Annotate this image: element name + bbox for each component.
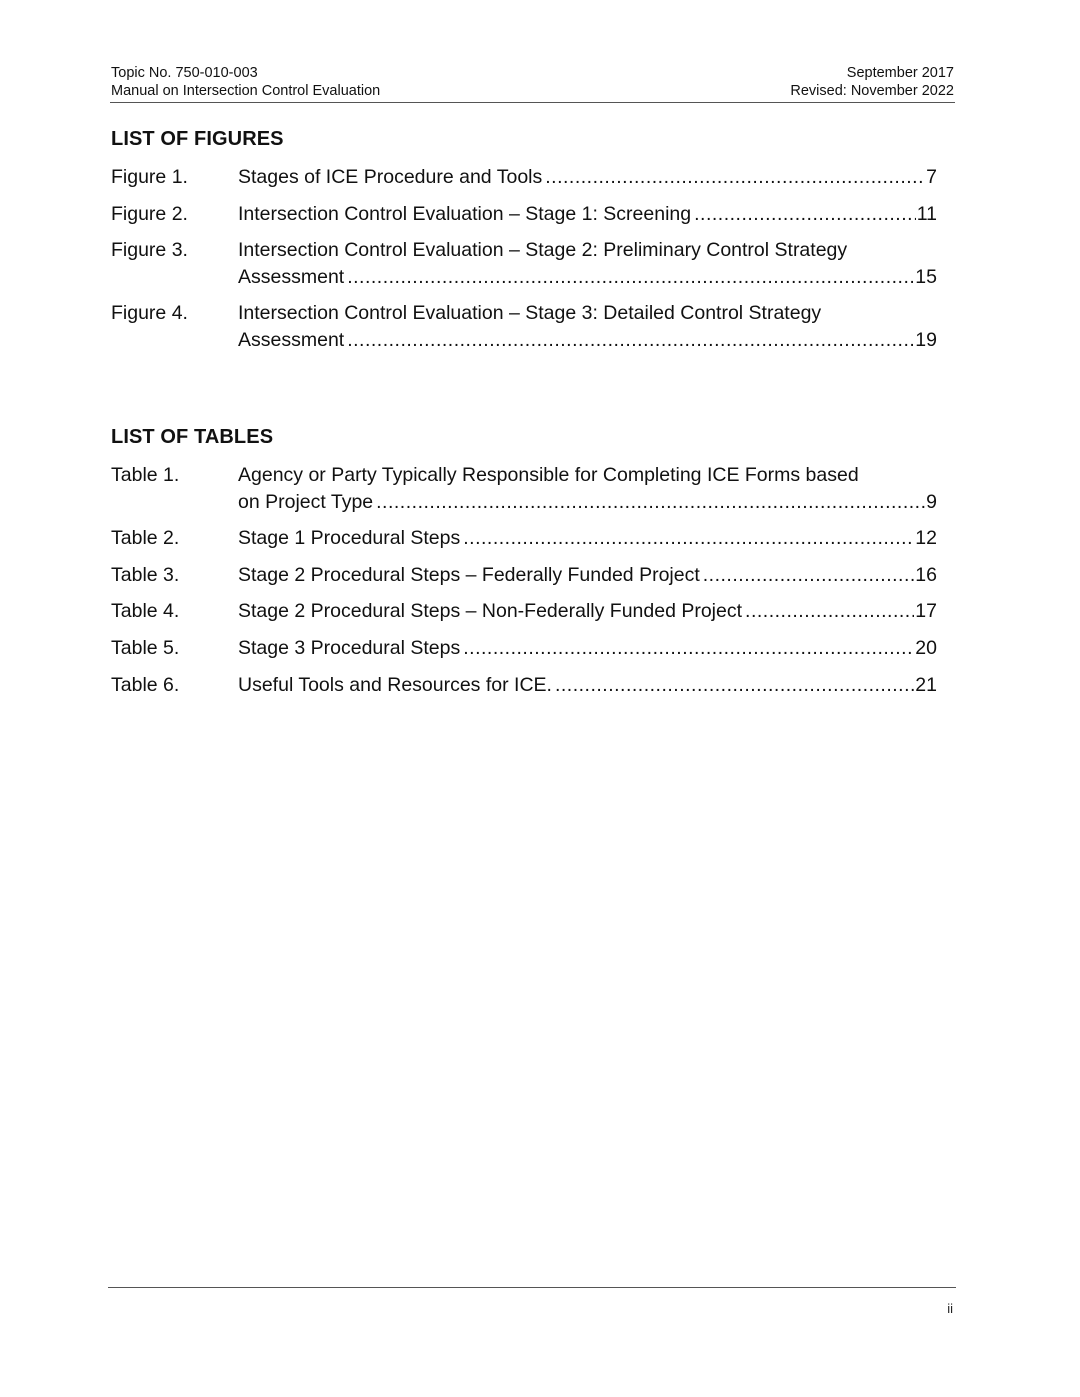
dot-leader bbox=[463, 525, 914, 552]
entry-line bbox=[238, 489, 937, 516]
entry-page-number: 7 bbox=[926, 166, 937, 188]
footer-divider bbox=[108, 1287, 956, 1288]
header-manual-title: Manual on Intersection Control Evaluation bbox=[111, 83, 381, 99]
entry-body bbox=[238, 164, 937, 191]
entry-page-number: 11 bbox=[916, 203, 937, 225]
entry-page-number: 9 bbox=[926, 490, 937, 513]
entry-title: Intersection Control Evaluation – Stage 2: Preliminary Control Strategy bbox=[238, 239, 848, 261]
table-entry[interactable] bbox=[111, 462, 937, 515]
list-of-tables-heading: LIST OF TABLES bbox=[111, 426, 274, 448]
entry-body bbox=[238, 672, 937, 699]
entry-label: Table 6. bbox=[111, 674, 180, 696]
entry-line bbox=[238, 462, 937, 489]
entry-title-continued: Assessment bbox=[238, 328, 345, 351]
entry-title: Stage 3 Procedural Steps bbox=[238, 637, 461, 659]
table-entry[interactable] bbox=[111, 562, 937, 589]
entry-label: Table 4. bbox=[111, 600, 180, 622]
header-revised: Revised: November 2022 bbox=[790, 83, 954, 99]
entry-line bbox=[238, 327, 937, 354]
entry-title: Agency or Party Typically Responsible for Completing ICE Forms based bbox=[238, 464, 859, 486]
entry-label: Figure 4. bbox=[111, 302, 188, 324]
entry-page-number: 19 bbox=[915, 328, 937, 351]
entry-body bbox=[238, 525, 937, 552]
dot-leader bbox=[376, 489, 925, 516]
table-entry[interactable] bbox=[111, 598, 937, 625]
entry-body bbox=[238, 237, 937, 290]
entry-line bbox=[238, 264, 937, 291]
entry-page-number: 16 bbox=[915, 564, 937, 586]
entry-line bbox=[238, 635, 937, 662]
entry-title-continued: Assessment bbox=[238, 265, 345, 288]
entry-body bbox=[238, 635, 937, 662]
figure-entry[interactable] bbox=[111, 300, 937, 353]
entry-body bbox=[238, 598, 937, 625]
table-entry[interactable] bbox=[111, 525, 937, 552]
figure-entry[interactable] bbox=[111, 164, 937, 191]
page-header bbox=[110, 64, 955, 103]
entry-line bbox=[238, 237, 937, 264]
entry-body bbox=[238, 300, 937, 353]
header-date: September 2017 bbox=[846, 65, 954, 81]
entry-label: Table 2. bbox=[111, 527, 180, 549]
table-entry[interactable] bbox=[111, 672, 937, 699]
header-topic: Topic No. 750-010-003 bbox=[111, 65, 258, 81]
entry-line bbox=[238, 562, 937, 589]
entry-page-number: 21 bbox=[915, 674, 937, 696]
entry-title: Useful Tools and Resources for ICE. bbox=[238, 674, 552, 696]
dot-leader bbox=[347, 327, 914, 354]
entry-label: Figure 1. bbox=[111, 166, 188, 188]
entry-page-number: 12 bbox=[915, 527, 937, 549]
entry-label: Table 3. bbox=[111, 564, 180, 586]
page-number: ii bbox=[947, 1301, 953, 1316]
entry-title: Stage 2 Procedural Steps – Federally Funded Project bbox=[238, 564, 700, 586]
entry-body bbox=[238, 462, 937, 515]
entry-line bbox=[238, 672, 937, 699]
list-of-figures-heading: LIST OF FIGURES bbox=[111, 128, 284, 150]
dot-leader bbox=[694, 201, 916, 228]
entry-body bbox=[238, 201, 937, 228]
entry-line bbox=[238, 525, 937, 552]
entry-title: Stage 1 Procedural Steps bbox=[238, 527, 461, 549]
dot-leader bbox=[703, 562, 915, 589]
entry-page-number: 20 bbox=[915, 637, 937, 659]
header-right bbox=[790, 64, 954, 100]
entry-title: Intersection Control Evaluation – Stage 3: Detailed Control Strategy bbox=[238, 302, 822, 324]
entry-label: Table 1. bbox=[111, 464, 180, 486]
dot-leader bbox=[347, 264, 914, 291]
entry-line bbox=[238, 300, 937, 327]
figure-entry[interactable] bbox=[111, 237, 937, 290]
figure-entry[interactable] bbox=[111, 201, 937, 228]
header-left bbox=[111, 64, 380, 100]
entry-line bbox=[238, 598, 937, 625]
entry-title: Stage 2 Procedural Steps – Non-Federally Funded Project bbox=[238, 600, 743, 622]
entry-title: Stages of ICE Procedure and Tools bbox=[238, 166, 543, 188]
entry-page-number: 15 bbox=[915, 265, 937, 288]
entry-line bbox=[238, 201, 937, 228]
entry-line bbox=[238, 164, 937, 191]
entry-body bbox=[238, 562, 937, 589]
entry-label: Figure 3. bbox=[111, 239, 188, 261]
dot-leader bbox=[745, 598, 914, 625]
dot-leader bbox=[545, 164, 925, 191]
dot-leader bbox=[555, 672, 914, 699]
dot-leader bbox=[463, 635, 914, 662]
entry-label: Figure 2. bbox=[111, 203, 188, 225]
entry-title: Intersection Control Evaluation – Stage 1: Screening bbox=[238, 203, 692, 225]
entry-title-continued: on Project Type bbox=[238, 490, 374, 513]
entry-page-number: 17 bbox=[915, 600, 937, 622]
entry-label: Table 5. bbox=[111, 637, 180, 659]
table-entry[interactable] bbox=[111, 635, 937, 662]
